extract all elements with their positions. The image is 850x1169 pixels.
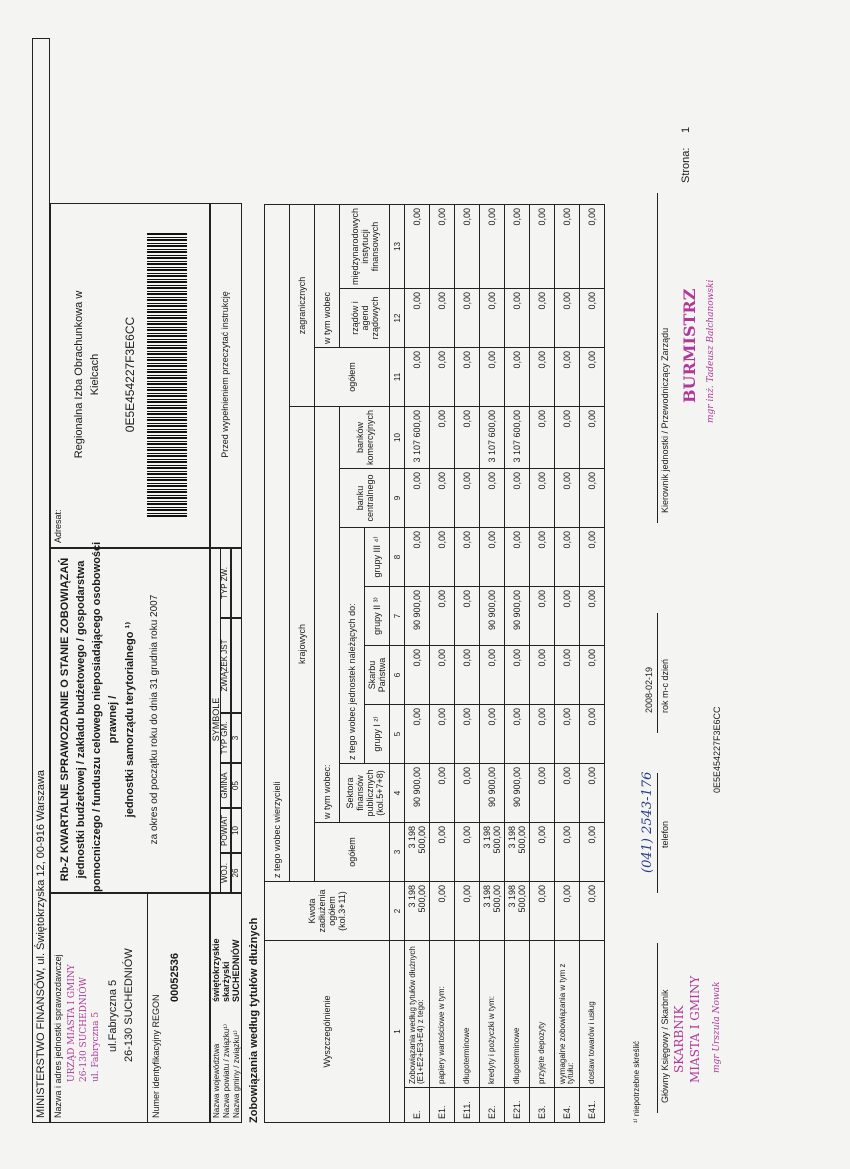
table-row <box>530 204 555 1122</box>
cell-value: 0,00 <box>505 288 530 347</box>
accountant-label: Główny Księgowy / Skarbnik <box>660 989 670 1103</box>
cell-value: 0,00 <box>530 288 555 347</box>
column-index: 11 <box>390 347 405 406</box>
symbols-label: SYMBOLE <box>211 697 221 742</box>
page-label: Strona: <box>680 147 692 183</box>
cell-value: 0,00 <box>580 288 605 347</box>
cell-value: 0,00 <box>480 528 505 587</box>
row-code: E1. <box>430 1088 455 1123</box>
phone-handwritten: (041) 2543-176 <box>640 771 655 873</box>
cell-value: 90 900,00 <box>480 764 505 823</box>
cell-value: 0,00 <box>480 204 505 288</box>
cell-value: 0,00 <box>430 469 455 528</box>
cell-value: 0,00 <box>455 204 480 288</box>
row-code: E4. <box>555 1088 580 1123</box>
cell-value: 0,00 <box>455 347 480 406</box>
row-code: E. <box>405 1088 430 1123</box>
symbol-typzw-header: TYP ZW. <box>220 548 231 618</box>
column-index: 10 <box>390 406 405 468</box>
cell-value: 0,00 <box>530 587 555 646</box>
commune-label: Nazwa gminy / związku¹⁾ <box>232 1030 241 1118</box>
cell-value: 0,00 <box>530 406 555 468</box>
cell-value: 0,00 <box>405 347 430 406</box>
column-index: 12 <box>390 288 405 347</box>
cell-value: 90 900,00 <box>405 587 430 646</box>
report-period: za okres od początku roku do dnia 31 grudnia roku 2007 <box>149 594 160 845</box>
cell-value: 90 900,00 <box>505 587 530 646</box>
cell-value: 0,00 <box>455 288 480 347</box>
cell-value: 3 198 500,00 <box>505 823 530 882</box>
cell-value: 0,00 <box>530 528 555 587</box>
row-label: kredyty i pożyczki w tym: <box>480 941 505 1088</box>
cell-value: 0,00 <box>555 288 580 347</box>
header-domestic-total: ogółem <box>315 823 390 882</box>
cell-value: 0,00 <box>555 204 580 288</box>
header-foreign-total: ogółem <box>315 347 390 406</box>
regon-label: Numer identyfikacyjny REGON <box>151 994 161 1118</box>
cell-value: 0,00 <box>555 587 580 646</box>
cell-value: 0,00 <box>530 823 555 882</box>
regon-value: 00052536 <box>169 953 181 1002</box>
cell-value: 0,00 <box>555 705 580 764</box>
header-in-that-foreign: w tym wobec <box>315 204 340 347</box>
cell-value: 0,00 <box>455 823 480 882</box>
cell-value: 0,00 <box>430 204 455 288</box>
symbol-gmina-header: GMINA <box>220 763 231 808</box>
report-title-1: Rb-Z KWARTALNE SPRAWOZDANIE O STANIE ZOBOWIĄZAŃ <box>59 557 71 882</box>
cell-value: 0,00 <box>430 764 455 823</box>
county-value: skarżyski <box>221 961 231 1002</box>
header-total-debt: Kwota zadłużenia ogółem (kol.3+11) <box>265 882 390 941</box>
cell-value: 0,00 <box>430 406 455 468</box>
phone-label: telefon <box>660 820 670 848</box>
cell-value: 0,00 <box>580 882 605 941</box>
symbol-typgm-value: 3 <box>231 713 242 763</box>
cell-value: 0,00 <box>555 469 580 528</box>
cell-value: 0,00 <box>555 823 580 882</box>
reporter-stamp-2: 26-130 SUCHEDNIÓW <box>79 977 89 1082</box>
row-code: E2. <box>480 1088 505 1123</box>
cell-value: 0,00 <box>430 288 455 347</box>
cell-value: 0,00 <box>405 469 430 528</box>
cell-value: 0,00 <box>455 882 480 941</box>
accountant-name: mgr Urszula Nowak <box>712 981 722 1073</box>
cell-value: 0,00 <box>580 347 605 406</box>
cell-value: 3 198 500,00 <box>480 882 505 941</box>
accountant-signature-line <box>657 943 658 1113</box>
ministry-text: MINISTERSTWO FINANSÓW, ul. Świętokrzyska 12, 00-916 Warszawa <box>35 769 47 1118</box>
cell-value: 0,00 <box>405 705 430 764</box>
addressee-block <box>50 203 210 548</box>
symbol-zwiazek-value <box>231 618 242 713</box>
addressee-code: 0E5E454227F3E6CC <box>123 316 137 433</box>
table-row <box>555 204 580 1122</box>
names-block <box>210 893 242 1123</box>
cell-value: 3 198 500,00 <box>405 823 430 882</box>
column-index: 9 <box>390 469 405 528</box>
cell-value: 0,00 <box>580 204 605 288</box>
cell-value: 0,00 <box>505 347 530 406</box>
report-date: 2008-02-19 <box>644 666 654 713</box>
cell-value: 0,00 <box>455 528 480 587</box>
cell-value: 0,00 <box>405 288 430 347</box>
header-units: z tego wobec jednostek należących do: <box>340 528 365 764</box>
ministry-header <box>32 38 50 1123</box>
report-sheet <box>12 18 842 1143</box>
addressee-label: Adresat: <box>53 509 63 543</box>
row-code: E3. <box>530 1088 555 1123</box>
row-label: długoterminowe <box>455 941 480 1088</box>
cell-value: 0,00 <box>405 646 430 705</box>
table-row <box>455 204 480 1122</box>
voivodeship-value: świętokrzyskie <box>211 938 221 1002</box>
symbol-zwiazek-header: ZWIĄZEK JST <box>220 618 231 713</box>
reporter-stamp-3: ul. Fabryczna 5 <box>91 1011 101 1082</box>
cell-value: 0,00 <box>505 646 530 705</box>
commune-value: SUCHEDNIÓW <box>231 939 241 1002</box>
table-row <box>580 204 605 1122</box>
head-stamp: BURMISTRZ <box>680 288 699 403</box>
cell-value: 0,00 <box>455 469 480 528</box>
cell-value: 0,00 <box>555 764 580 823</box>
column-index: 13 <box>390 204 405 288</box>
reporter-address-2: 26-130 SUCHEDNIÓW <box>123 948 135 1062</box>
reporter-label: Nazwa i adres jednostki sprawozdawczej <box>53 954 63 1118</box>
accountant-stamp-1: SKARBNIK <box>672 1005 686 1073</box>
cell-value: 90 900,00 <box>505 764 530 823</box>
header-creditors: z tego wobec wierzycieli <box>265 204 290 881</box>
cell-value: 0,00 <box>480 347 505 406</box>
symbol-woj-header: WOJ. <box>220 853 231 893</box>
head-signature-line <box>657 193 658 523</box>
cell-value: 90 900,00 <box>480 587 505 646</box>
row-label: Zobowiązania według tytułów dłużnych (E1+E2+E3+E4) z tego: <box>405 941 430 1088</box>
addressee-line-1: Regionalna Izba Obrachunkowa w <box>73 290 85 459</box>
table-row <box>480 204 505 1122</box>
cell-value: 0,00 <box>580 646 605 705</box>
header-in-that: w tym wobec: <box>315 406 340 822</box>
footnote: ¹⁾ niepotrzebne skreślić <box>632 1041 641 1123</box>
column-index: 3 <box>390 823 405 882</box>
cell-value: 0,00 <box>580 705 605 764</box>
column-index: 4 <box>390 764 405 823</box>
column-index-row <box>390 204 405 1122</box>
cell-value: 0,00 <box>405 204 430 288</box>
cell-value: 0,00 <box>455 705 480 764</box>
cell-value: 0,00 <box>430 347 455 406</box>
column-index: 2 <box>390 882 405 941</box>
county-label: Nazwa powiatu / związku¹⁾ <box>222 1024 231 1118</box>
reporter-address-1: ul.Fabryczna 5 <box>107 979 119 1052</box>
cell-value: 0,00 <box>480 288 505 347</box>
header-governments: rządów i agend rządowych <box>340 288 390 347</box>
cell-value: 3 198 500,00 <box>505 882 530 941</box>
header-foreign: zagranicznych <box>290 204 315 406</box>
symbol-typzw-value <box>231 548 242 618</box>
head-label: Kierownik jednostki / Przewodniczący Zarządu <box>660 327 670 513</box>
cell-value: 0,00 <box>530 882 555 941</box>
cell-value: 3 107 600,00 <box>480 406 505 468</box>
cell-value: 0,00 <box>555 406 580 468</box>
cell-value: 0,00 <box>555 528 580 587</box>
page-number: 1 <box>680 126 692 133</box>
row-label: wymagalne zobowiązania w tym z tytułu: <box>555 941 580 1088</box>
cell-value: 3 107 600,00 <box>505 406 530 468</box>
accountant-stamp-2: MIASTA I GMINY <box>688 975 702 1083</box>
cell-value: 0,00 <box>430 705 455 764</box>
phone-line <box>657 773 658 893</box>
instruction-block <box>210 203 242 548</box>
table-row <box>405 204 430 1122</box>
cell-value: 0,00 <box>555 646 580 705</box>
column-index: 1 <box>390 941 405 1123</box>
cell-value: 0,00 <box>455 764 480 823</box>
cell-value: 0,00 <box>555 882 580 941</box>
reporter-divider <box>147 894 148 1122</box>
voivodeship-label: Nazwa województwa <box>212 1043 221 1118</box>
instruction-text: Przed wypełnieniem przeczytać instrukcję <box>220 291 230 458</box>
header-intl-institutions: międzynarodowych instytucji finansowych <box>340 204 390 288</box>
symbol-powiat-value: 10 <box>231 808 242 853</box>
cell-value: 0,00 <box>555 347 580 406</box>
symbol-typgm-header: TYP GM. <box>220 713 231 763</box>
header-public-sector: Sektora finansów publicznych (kol.5+7+8) <box>340 764 390 823</box>
cell-value: 0,00 <box>505 469 530 528</box>
cell-value: 0,00 <box>580 528 605 587</box>
row-label: długoterminowe <box>505 941 530 1088</box>
report-title-4: prawnej / <box>107 695 119 744</box>
cell-value: 0,00 <box>430 882 455 941</box>
row-label: przyjęte depozyty <box>530 941 555 1088</box>
report-title-2: jednostki budżetowej / zakładu budżetowego / gospodarstwa <box>75 560 87 879</box>
cell-value: 0,00 <box>580 406 605 468</box>
cell-value: 0,00 <box>530 705 555 764</box>
liabilities-table <box>264 204 605 1123</box>
cell-value: 0,00 <box>430 823 455 882</box>
row-code: E41. <box>580 1088 605 1123</box>
cell-value: 0,00 <box>530 764 555 823</box>
cell-value: 0,00 <box>505 705 530 764</box>
cell-value: 0,00 <box>480 705 505 764</box>
cell-value: 0,00 <box>530 469 555 528</box>
cell-value: 3 198 500,00 <box>480 823 505 882</box>
table-row <box>430 204 455 1122</box>
cell-value: 0,00 <box>430 587 455 646</box>
header-group-2: grupy II ³⁾ <box>365 587 390 646</box>
column-index: 7 <box>390 587 405 646</box>
header-group-1: grupy I ²⁾ <box>365 705 390 764</box>
cell-value: 0,00 <box>455 406 480 468</box>
cell-value: 0,00 <box>430 646 455 705</box>
cell-value: 0,00 <box>480 646 505 705</box>
date-label: rok m-c dzień <box>660 658 670 713</box>
barcode-graphic <box>147 232 187 517</box>
cell-value: 0,00 <box>405 528 430 587</box>
row-label: dostaw towarów i usług <box>580 941 605 1088</box>
report-title-5: jednostki samorządu terytorialnego ¹⁾ <box>124 621 136 818</box>
header-treasury: Skarbu Państwa <box>365 646 390 705</box>
cell-value: 0,00 <box>480 469 505 528</box>
report-title-3: pomocniczego / funduszu celowego nieposiadającego osobowości <box>91 541 103 892</box>
column-index: 6 <box>390 646 405 705</box>
cell-value: 0,00 <box>505 528 530 587</box>
header-central-bank: banku centralnego <box>340 469 390 528</box>
cell-value: 0,00 <box>580 823 605 882</box>
cell-value: 0,00 <box>505 204 530 288</box>
cell-value: 0,00 <box>455 646 480 705</box>
cell-value: 0,00 <box>430 528 455 587</box>
cell-value: 3 107 600,00 <box>405 406 430 468</box>
symbol-gmina-value: 05 <box>231 763 242 808</box>
header-group-3: grupy III ⁴⁾ <box>365 528 390 587</box>
reporter-block <box>50 893 210 1123</box>
cell-value: 90 900,00 <box>405 764 430 823</box>
title-block <box>50 541 210 893</box>
cell-value: 0,00 <box>455 587 480 646</box>
symbol-woj-value: 26 <box>231 853 242 893</box>
header-domestic: krajowych <box>290 406 315 881</box>
row-label: papiery wartościowe w tym: <box>430 941 455 1088</box>
header-description: Wyszczególnienie <box>265 941 390 1123</box>
date-line <box>657 613 658 733</box>
column-index: 8 <box>390 528 405 587</box>
cell-value: 0,00 <box>580 469 605 528</box>
cell-value: 0,00 <box>530 646 555 705</box>
head-name: mgr inż. Tadeusz Bałchanowski <box>706 279 716 423</box>
symbol-powiat-header: POWIAT <box>220 808 231 853</box>
cell-value: 3 198 500,00 <box>405 882 430 941</box>
section-title: Zobowiązania według tytułów dłużnych <box>248 917 260 1123</box>
table-row <box>505 204 530 1122</box>
cell-value: 0,00 <box>580 764 605 823</box>
footer-code: 0E5E454227F3E6CC <box>712 706 722 793</box>
cell-value: 0,00 <box>580 587 605 646</box>
row-code: E11. <box>455 1088 480 1123</box>
column-index: 5 <box>390 705 405 764</box>
header-commercial-banks: banków komercyjnych <box>340 406 390 468</box>
reporter-stamp-1: URZĄD MIASTA I GMINY <box>67 964 77 1082</box>
cell-value: 0,00 <box>530 347 555 406</box>
addressee-line-2: Kielcach <box>89 353 101 396</box>
row-code: E21. <box>505 1088 530 1123</box>
cell-value: 0,00 <box>530 204 555 288</box>
